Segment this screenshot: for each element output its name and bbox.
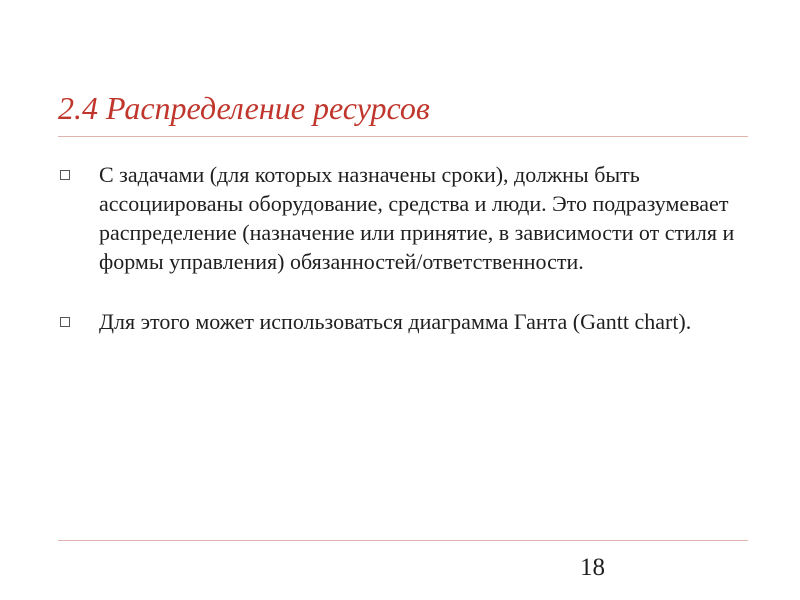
bullet-text: Для этого может использоваться диаграмма Ганта (Gantt chart). <box>99 309 692 334</box>
page-number: 18 <box>580 554 605 581</box>
footer-divider <box>58 540 748 541</box>
square-bullet-icon <box>60 170 70 180</box>
title-divider <box>58 136 748 137</box>
bullet-item <box>60 160 750 276</box>
square-bullet-icon <box>60 317 70 327</box>
slide-title: 2.4 Распределение ресурсов <box>58 90 430 126</box>
bullet-list <box>60 160 750 336</box>
bullet-text: С задачами (для которых назначены сроки), должны быть ассоциированы оборудование, средства и люди. Это подразумевает распределение (назначение или принятие, в зависимости от стиля и формы управления) обязанностей/ответственности. <box>99 162 735 274</box>
bullet-item <box>60 307 750 336</box>
